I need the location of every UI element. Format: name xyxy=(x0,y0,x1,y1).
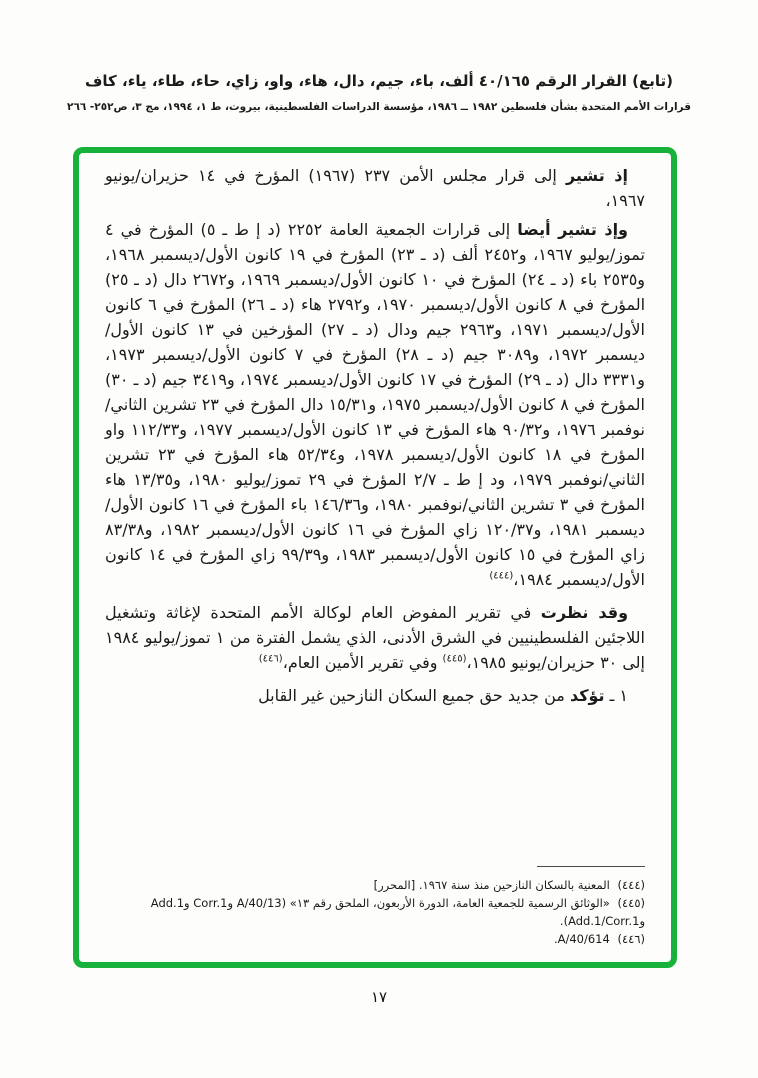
footnote-reference-marker: (٤٤٦) xyxy=(258,653,283,665)
paragraph-text-segment: إلى قرار مجلس الأمن ٢٣٧ (١٩٦٧) المؤرخ في ١٤ حزيران/يونيو ١٩٦٧، xyxy=(105,166,645,210)
footnote-marker: (٤٤٥) xyxy=(617,896,645,910)
footnote-marker: (٤٤٦) xyxy=(617,932,645,946)
paragraph-text-segment: في تقرير المفوض العام لوكالة الأمم المتحدة لإغاثة وتشغيل اللاجئين الفلسطينيين في الشرق الأدنى، الذي يشمل الفترة من ١ تموز/يوليو ١٩٨٤ إلى ٣٠ حزيران/يونيو ١٩٨٥، xyxy=(105,603,645,672)
body-paragraph xyxy=(105,683,645,708)
paragraph-text-segment: إذ تشير xyxy=(565,166,629,185)
paragraph-text-segment: إلى قرارات الجمعية العامة ٢٢٥٢ (د إ ط ـ ٥) المؤرخ في ٤ تموز/يوليو ١٩٦٧، و٢٤٥٢ ألف (د ـ ٢٣) المؤرخ في ١٩ كانون الأول/ديسمبر ١٩٦٨، و٢٥٣٥ باء (د ـ ٢٤) المؤرخ في ١٠ كانون الأول/ديسمبر ١٩٦٩، و٢٦٧٢ دال (د ـ ٢٥) المؤرخ في ٨ كانون الأول/ديسمبر ١٩٧٠، و٢٧٩٢ هاء (د ـ ٢٦) المؤرخ في ٦ كانون الأول/ديسمبر ١٩٧١، و٢٩٦٣ جيم ودال (د ـ ٢٧) المؤرخين في ١٣ كانون الأول/ديسمبر ١٩٧٢، و٣٠٨٩ جيم (د ـ ٢٨) المؤرخ في ٧ كانون الأول/ديسمبر ١٩٧٣، و٣٣٣١ دال (د ـ ٢٩) المؤرخ في ١٧ كانون الأول/ديسمبر ١٩٧٤، و٣٤١٩ جيم (د ـ ٣٠) المؤرخ في ٨ كانون الأول/ديسمبر ١٩٧٥، و١٥/٣١ دال المؤرخ في ٢٣ تشرين الثاني/نوفمبر ١٩٧٦، و٩٠/٣٢ هاء المؤرخ في ١٣ كانون الأول/ديسمبر ١٩٧٧، و١١٢/٣٣ واو المؤرخ في ١٨ كانون الأول/ديسمبر ١٩٧٨، و٥٢/٣٤ هاء المؤرخ في ٢٣ تشرين الثاني/نوفمبر ١٩٧٩، ود إ ط ـ ٢/٧ المؤرخ في ٢٩ تموز/يوليو ١٩٨٠، و١٣/٣٥ هاء المؤرخ في ٣ تشرين الثاني/نوفمبر ١٩٨٠، و١٤٦/٣٦ باء المؤرخ في ١٦ كانون الأول/ديسمبر ١٩٨١، و١٢٠/٣٧ زاي المؤرخ في ١٦ كانون الأول/ديسمبر ١٩٨٢، و٨٣/٣٨ زاي المؤرخ في ١٥ كانون الأول/ديسمبر ١٩٨٣، و٩٩/٣٩ زاي المؤرخ في ١٤ كانون الأول/ديسمبر ١٩٨٤، xyxy=(105,220,646,589)
paragraph-text-segment: تؤكد xyxy=(569,686,605,705)
footnote-text: المعنية بالسكان النازحين منذ سنة ١٩٦٧. [المحرر] xyxy=(373,878,614,892)
footnote-separator-rule xyxy=(537,866,645,867)
document-title: (تابع) القرار الرقم ٤٠/١٦٥ ألف، باء، جيم، دال، هاء، واو، زاي، حاء، طاء، ياء، كاف xyxy=(85,72,673,90)
body-paragraph xyxy=(105,600,645,675)
footnote-list xyxy=(105,876,645,948)
document-source-citation: قرارات الأمم المتحدة بشأن فلسطين ١٩٨٢ ــ ١٩٨٦، مؤسسة الدراسات الفلسطينية، بيروت، ط ١، ١٩٩٤، مج ٣، ص٢٥٢- ٢٦٦ xyxy=(67,101,691,113)
paragraph-text-segment: ١ ـ xyxy=(604,686,628,705)
footnote-text: «الوثائق الرسمية للجمعية العامة، الدورة الأربعون، الملحق رقم ١٣» (A/40/13 وCorr.1 وAdd.1 وAdd.1/Corr.1). xyxy=(150,896,645,928)
footnote-reference-marker: (٤٤٥) xyxy=(442,653,467,665)
body-paragraph xyxy=(105,217,645,592)
body-paragraph xyxy=(105,163,645,213)
paragraph-text-segment: وقد نظرت xyxy=(540,603,629,622)
document-header xyxy=(20,70,738,114)
footnote-item xyxy=(105,930,645,948)
paragraph-text-segment: وفي تقرير الأمين العام، xyxy=(282,653,443,672)
body-paragraphs xyxy=(105,163,645,712)
footnote-marker: (٤٤٤) xyxy=(617,878,645,892)
paragraph-text-segment: من جديد حق جميع السكان النازحين غير القابل xyxy=(258,686,570,705)
page-number: ١٧ xyxy=(370,988,388,1006)
paragraph-text-segment: وإذ تشير أيضا xyxy=(517,220,629,239)
green-border-box xyxy=(73,147,677,968)
footnote-text: A/40/614. xyxy=(553,932,614,946)
footnotes-section xyxy=(105,866,645,948)
footnote-item xyxy=(105,876,645,894)
footnote-item xyxy=(105,894,645,930)
footnote-reference-marker: (٤٤٤) xyxy=(489,570,514,582)
